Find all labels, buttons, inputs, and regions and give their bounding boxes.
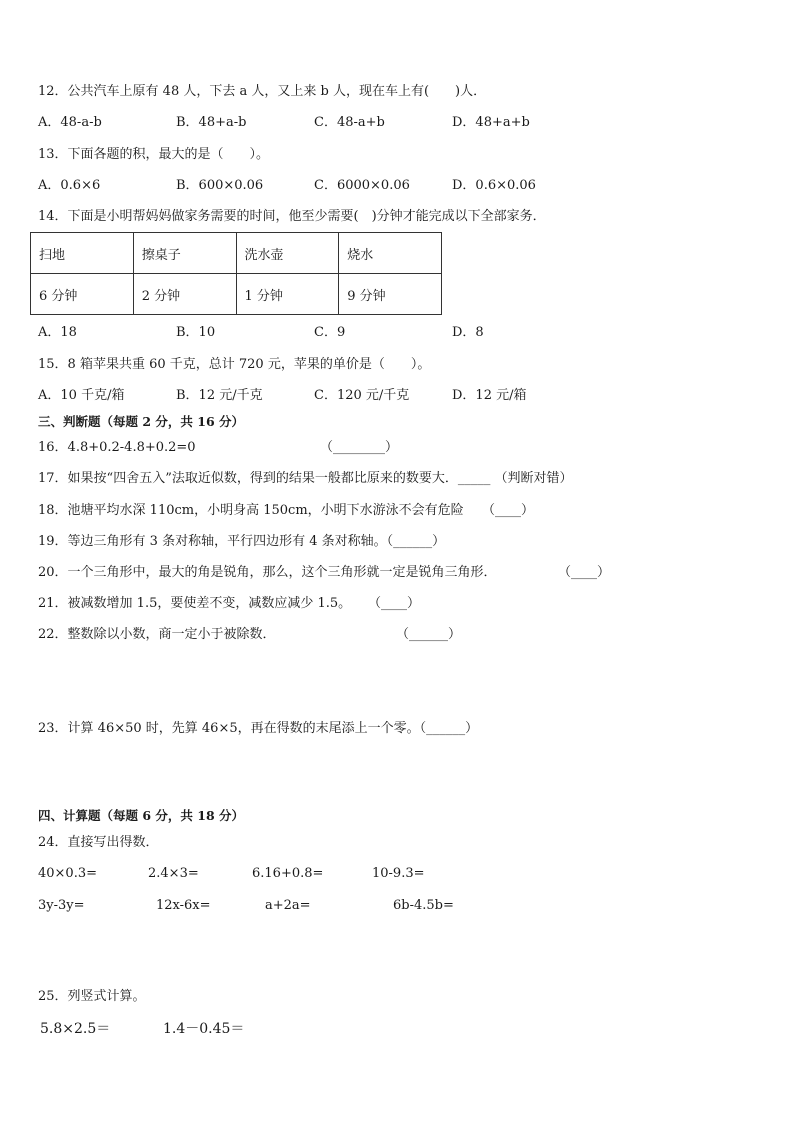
section-4-heading: 四、计算题（每题 6 分，共 18 分） [38, 808, 245, 823]
chores-time-table [30, 232, 442, 315]
table-header-row [31, 233, 442, 274]
table-cell: 烧水 [339, 233, 442, 274]
table-cell: 6 分钟 [31, 274, 134, 315]
question-13-option-c[interactable]: C．6000×0.06 [314, 178, 410, 193]
table-cell: 扫地 [31, 233, 134, 274]
calc-item: 40×0.3= [38, 866, 98, 881]
calc-item: 1.4－0.45＝ [163, 1021, 245, 1037]
question-15-option-c[interactable]: C．120 元/千克 [314, 388, 410, 403]
calc-item: 6.16+0.8= [252, 866, 324, 881]
question-15-stem: 15．8 箱苹果共重 60 千克，总计 720 元，苹果的单价是（ ）。 [38, 357, 431, 372]
question-14-stem: 14．下面是小明帮妈妈做家务需要的时间，他至少需要( )分钟才能完成以下全部家务． [38, 209, 546, 224]
question-15-option-a[interactable]: A．10 千克/箱 [38, 388, 125, 403]
judge-question-20: 20．一个三角形中，最大的角是锐角，那么，这个三角形就一定是锐角三角形． [38, 565, 497, 580]
question-14-option-b[interactable]: B．10 [176, 325, 216, 340]
table-row [31, 274, 442, 315]
judge-question-19: 19．等边三角形有 3 条对称轴，平行四边形有 4 条对称轴。（______） [38, 534, 446, 549]
table-cell: 擦桌子 [133, 233, 236, 274]
question-14-option-d[interactable]: D．8 [452, 325, 484, 340]
judge-question-16: 16．4.8+0.2-4.8+0.2=0 [38, 440, 196, 455]
question-13-option-b[interactable]: B．600×0.06 [176, 178, 264, 193]
judge-question-22: 22．整数除以小数，商一定小于被除数． [38, 627, 276, 642]
question-14-option-a[interactable]: A．18 [38, 325, 77, 340]
question-12-stem: 12．公共汽车上原有 48 人，下去 a 人，又上来 b 人，现在车上有( )人． [38, 84, 487, 99]
table-cell: 2 分钟 [133, 274, 236, 315]
question-12-option-d[interactable]: D．48+a+b [452, 115, 530, 130]
judge-question-21: 21．被减数增加 1.5，要使差不变，减数应减少 1.5。 [38, 596, 352, 611]
question-25-stem: 25．列竖式计算。 [38, 989, 146, 1004]
calc-item: 3y-3y= [38, 898, 85, 913]
question-13-option-d[interactable]: D．0.6×0.06 [452, 178, 536, 193]
table-cell: 1 分钟 [236, 274, 339, 315]
question-12-option-c[interactable]: C．48-a+b [314, 115, 385, 130]
judge-answer-blank-20[interactable]: （____） [558, 565, 611, 580]
calc-item: 6b-4.5b= [393, 898, 454, 913]
question-15-option-d[interactable]: D．12 元/箱 [452, 388, 527, 403]
calc-item: 5.8×2.5＝ [40, 1021, 111, 1037]
judge-question-23: 23．计算 46×50 时，先算 46×5，再在得数的末尾添上一个零。（______） [38, 721, 479, 736]
question-24-stem: 24．直接写出得数． [38, 835, 159, 850]
calc-item: 2.4×3= [148, 866, 199, 881]
calc-item: 12x-6x= [156, 898, 211, 913]
table-cell: 9 分钟 [339, 274, 442, 315]
question-15-option-b[interactable]: B．12 元/千克 [176, 388, 263, 403]
judge-question-17: 17．如果按“四舍五入”法取近似数，得到的结果一般都比原来的数要大．_____ （判断对错） [38, 471, 573, 486]
judge-answer-blank-21[interactable]: （____） [368, 596, 421, 611]
question-13-option-a[interactable]: A．0.6×6 [38, 178, 101, 193]
judge-question-18: 18．池塘平均水深 110cm，小明身高 150cm，小明下水游泳不会有危险 [38, 503, 464, 518]
calc-item: a+2a= [265, 898, 311, 913]
question-12-option-a[interactable]: A．48-a-b [38, 115, 102, 130]
question-14-option-c[interactable]: C．9 [314, 325, 346, 340]
section-3-heading: 三、判断题（每题 2 分，共 16 分） [38, 414, 245, 429]
table-cell: 洗水壶 [236, 233, 339, 274]
judge-answer-blank-16[interactable]: （________） [320, 440, 399, 455]
question-13-stem: 13．下面各题的积，最大的是（ ）。 [38, 147, 270, 162]
calc-item: 10-9.3= [372, 866, 425, 881]
question-12-option-b[interactable]: B．48+a-b [176, 115, 247, 130]
judge-answer-blank-18[interactable]: （____） [482, 503, 535, 518]
judge-answer-blank-22[interactable]: （______） [396, 627, 462, 642]
